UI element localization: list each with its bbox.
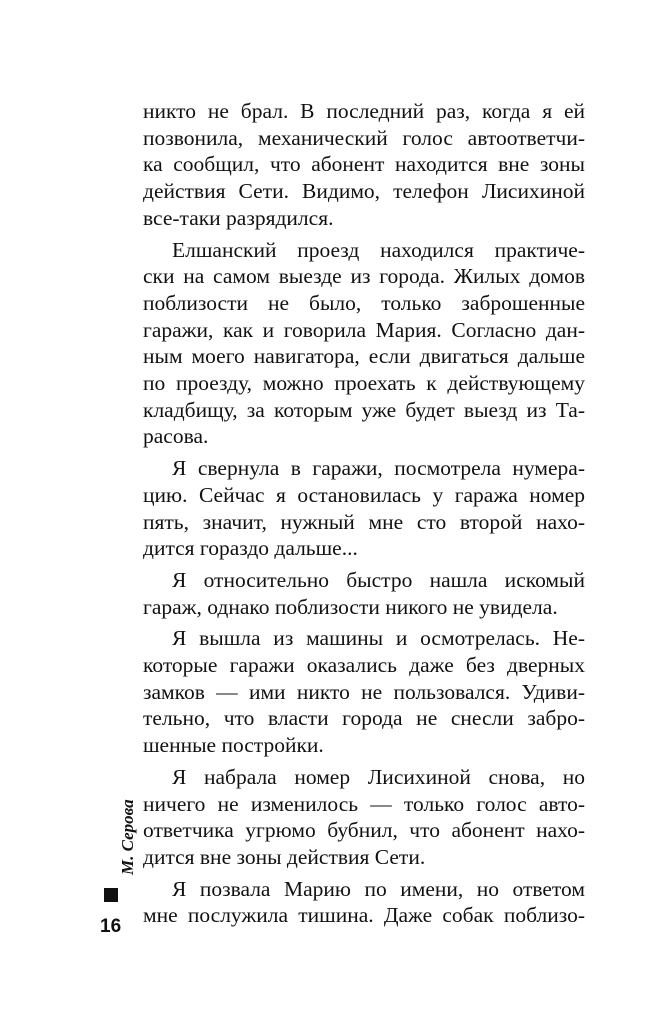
text-line: действия Сети. Видимо, телефон Лисихиной bbox=[143, 179, 585, 204]
text-line: по проезду, можно проехать к действующему bbox=[143, 371, 585, 396]
text-line: все-таки разрядился. bbox=[143, 205, 334, 230]
text-line: пять, значит, нужный мне сто второй нахо- bbox=[143, 509, 585, 534]
page-number: 16 bbox=[100, 916, 122, 937]
text-line: Я набрала номер Лисихиной снова, но bbox=[172, 764, 585, 789]
text-line: ответчика угрюмо бубнил, что абонент нахо- bbox=[143, 818, 585, 843]
paragraph-7 bbox=[143, 876, 585, 929]
paragraph-2 bbox=[143, 237, 585, 451]
text-line: мне послужила тишина. Даже собак поблизо- bbox=[143, 903, 585, 928]
text-line: ничего не изменилось — только голос авто- bbox=[143, 791, 585, 816]
text-line: тельно, что власти города не снесли забро- bbox=[143, 706, 585, 731]
text-line: позвонила, механический голос автоответчи- bbox=[143, 125, 585, 150]
text-line: Елшанский проезд находился практиче- bbox=[172, 237, 585, 262]
text-line: Я свернула в гаражи, посмотрела нумера- bbox=[172, 456, 585, 481]
paragraph-4 bbox=[143, 567, 585, 620]
text-line: гараж, однако поблизости никого не увидела. bbox=[143, 594, 558, 619]
body-text bbox=[143, 98, 585, 934]
text-line: ным моего навигатора, если двигаться дальше bbox=[143, 344, 585, 369]
text-line: гаражи, как и говорила Мария. Согласно дан- bbox=[143, 317, 585, 342]
text-line: Я вышла из машины и осмотрелась. Не- bbox=[172, 626, 585, 651]
text-line: ка сообщил, что абонент находится вне зоны bbox=[143, 152, 585, 177]
text-line: ски на самом выезде из города. Жилых домов bbox=[143, 264, 585, 289]
text-line: Я относительно быстро нашла искомый bbox=[172, 567, 585, 592]
paragraph-3 bbox=[143, 455, 585, 562]
text-line: кладбищу, за которым уже будет выезд из Та- bbox=[143, 397, 585, 422]
text-line: цию. Сейчас я остановилась у гаража номер bbox=[143, 482, 585, 507]
text-line: которые гаражи оказались даже без дверных bbox=[143, 653, 585, 678]
running-author: М. Серова bbox=[118, 799, 137, 875]
text-line: Я позвала Марию по имени, но ответом bbox=[172, 876, 585, 901]
text-line: никто не брал. В последний раз, когда я ей bbox=[143, 99, 585, 123]
square-marker-icon bbox=[104, 888, 118, 902]
text-line: дится вне зоны действия Сети. bbox=[143, 844, 426, 869]
text-line: расова. bbox=[143, 424, 209, 449]
text-line: дится гораздо дальше... bbox=[143, 536, 358, 561]
text-line: поблизости не было, только заброшенные bbox=[143, 290, 585, 315]
paragraph-6 bbox=[143, 764, 585, 871]
text-line: замков — ими никто не пользовался. Удиви- bbox=[143, 679, 585, 704]
text-line: шенные постройки. bbox=[143, 733, 324, 758]
paragraph-5 bbox=[143, 625, 585, 759]
paragraph-1 bbox=[143, 98, 585, 232]
